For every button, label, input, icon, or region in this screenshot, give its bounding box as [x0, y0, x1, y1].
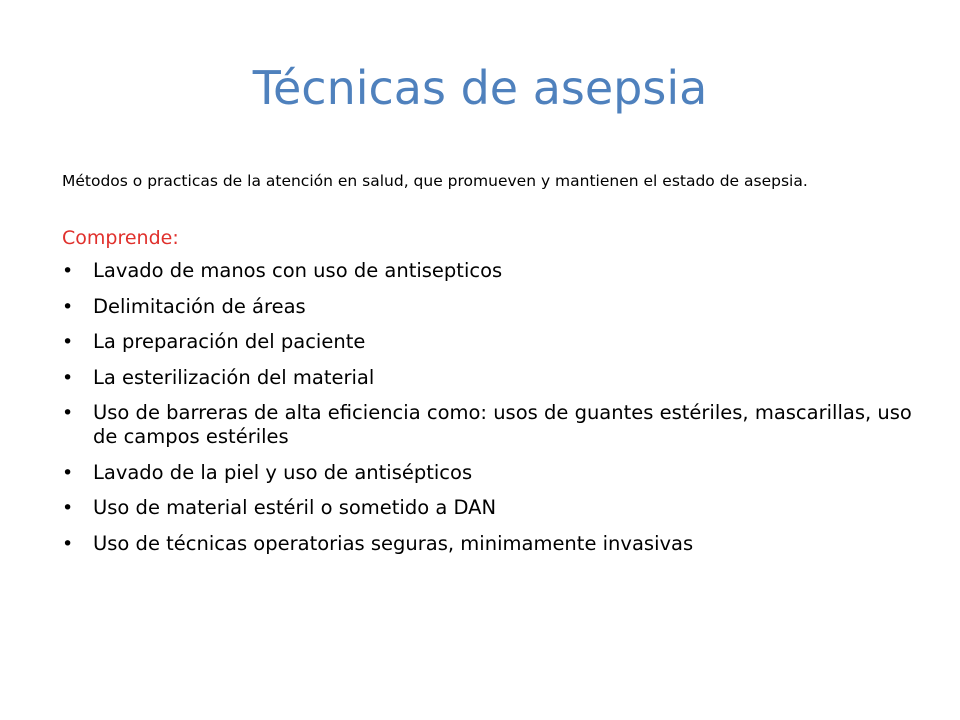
bullet-text: Lavado de la piel y uso de antisépticos — [93, 460, 473, 484]
bullet-dot-icon: • — [62, 402, 74, 424]
bullet-text: Uso de barreras de alta eficiencia como: usos de guantes estériles, mascarillas, uso de campos estériles — [93, 401, 912, 448]
bullet-text: La esterilización del material — [93, 365, 375, 389]
bullet-text: Uso de técnicas operatorias seguras, minimamente invasivas — [93, 531, 694, 555]
bullet-item — [62, 461, 912, 485]
bullet-dot-icon: • — [62, 295, 74, 318]
bullet-dot-icon: • — [62, 260, 74, 282]
bullet-item — [62, 366, 912, 390]
intro-text: Métodos o practicas de la atención en salud, que promueven y mantienen el estado de asepsia. — [62, 172, 808, 190]
bullet-dot-icon: • — [62, 497, 74, 519]
bullet-dot-icon: • — [62, 366, 74, 389]
bullet-text: Delimitación de áreas — [93, 294, 306, 318]
bullet-list — [62, 259, 912, 567]
bullet-item — [62, 496, 912, 520]
bullet-item — [62, 401, 912, 449]
bullet-text: Lavado de manos con uso de antisepticos — [93, 259, 503, 282]
bullet-text: Uso de material estéril o sometido a DAN — [93, 496, 497, 519]
bullet-dot-icon: • — [62, 461, 74, 484]
bullet-dot-icon: • — [62, 532, 74, 555]
bullet-dot-icon: • — [62, 331, 74, 353]
bullet-item — [62, 330, 912, 354]
comprende-label: Comprende: — [62, 227, 179, 249]
slide-title: Técnicas de asepsia — [252, 61, 708, 115]
bullet-text: La preparación del paciente — [93, 330, 366, 353]
bullet-item — [62, 259, 912, 283]
bullet-item — [62, 295, 912, 319]
bullet-item — [62, 532, 912, 556]
